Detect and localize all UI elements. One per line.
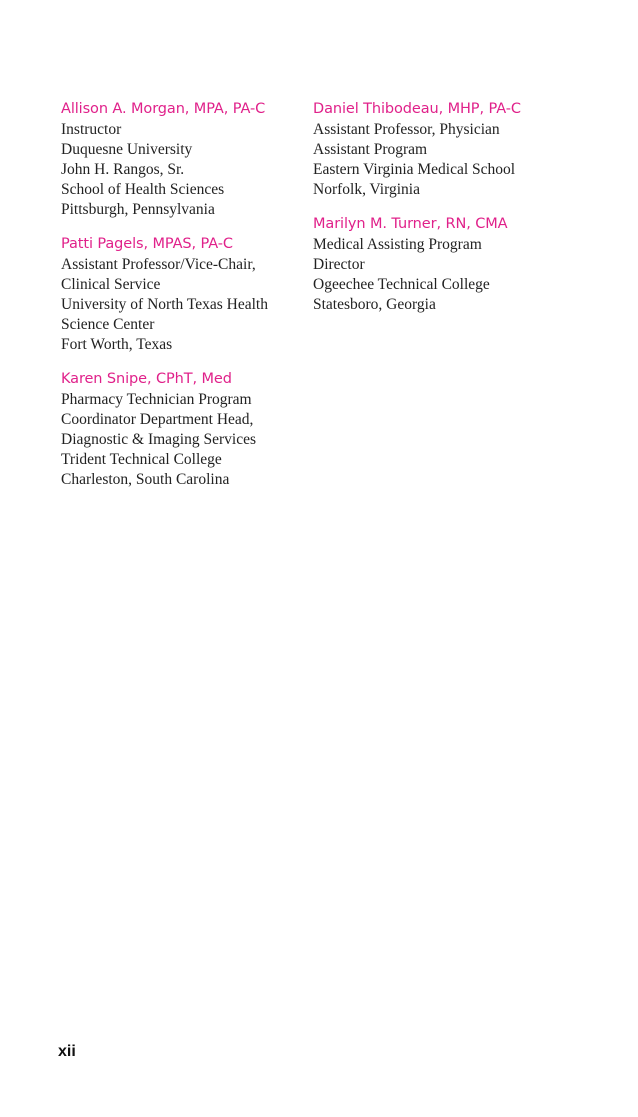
- right-column: [313, 98, 553, 328]
- contributor-affiliation: School of Health Sciences: [61, 181, 225, 198]
- contributor-entry: [61, 233, 301, 355]
- contributor-affiliation: University of North Texas Health: [61, 296, 268, 313]
- contributor-title: Medical Assisting Program: [313, 236, 482, 253]
- contributor-name: Marilyn M. Turner, RN, CMA: [313, 216, 508, 232]
- contributor-entry: [61, 368, 301, 490]
- contributor-location: Statesboro, Georgia: [313, 296, 436, 313]
- left-column: [61, 98, 301, 503]
- contributor-affiliation: Science Center: [61, 316, 155, 333]
- contributor-affiliation: Trident Technical College: [61, 451, 222, 468]
- contributor-title: Assistant Professor, Physician: [313, 121, 500, 138]
- contributor-title: Assistant Program: [313, 141, 428, 158]
- contributor-title: Clinical Service: [61, 276, 161, 293]
- contributor-location: Charleston, South Carolina: [61, 471, 230, 488]
- contributor-entry: [313, 98, 553, 200]
- contributor-entry: [313, 213, 553, 315]
- contributor-location: Pittsburgh, Pennsylvania: [61, 201, 215, 218]
- contributor-name: Allison A. Morgan, MPA, PA-C: [61, 101, 266, 117]
- contributor-affiliation: John H. Rangos, Sr.: [61, 161, 185, 178]
- contributor-affiliation: Duquesne University: [61, 141, 193, 158]
- contributor-location: Fort Worth, Texas: [61, 336, 173, 353]
- contributor-title: Pharmacy Technician Program: [61, 391, 252, 408]
- contributor-title: Assistant Professor/Vice-Chair,: [61, 256, 256, 273]
- contributor-affiliation: Ogeechee Technical College: [313, 276, 490, 293]
- contributor-entry: [61, 98, 301, 220]
- page-number: xii: [58, 1043, 76, 1060]
- contributor-title: Diagnostic & Imaging Services: [61, 431, 256, 448]
- contributor-title: Instructor: [61, 121, 122, 138]
- contributor-title: Director: [313, 256, 365, 273]
- contributor-affiliation: Eastern Virginia Medical School: [313, 161, 516, 178]
- contributor-title: Coordinator Department Head,: [61, 411, 254, 428]
- contributor-name: Karen Snipe, CPhT, Med: [61, 371, 232, 387]
- contributor-name: Daniel Thibodeau, MHP, PA-C: [313, 101, 521, 117]
- contributor-name: Patti Pagels, MPAS, PA-C: [61, 236, 233, 252]
- contributor-location: Norfolk, Virginia: [313, 181, 420, 198]
